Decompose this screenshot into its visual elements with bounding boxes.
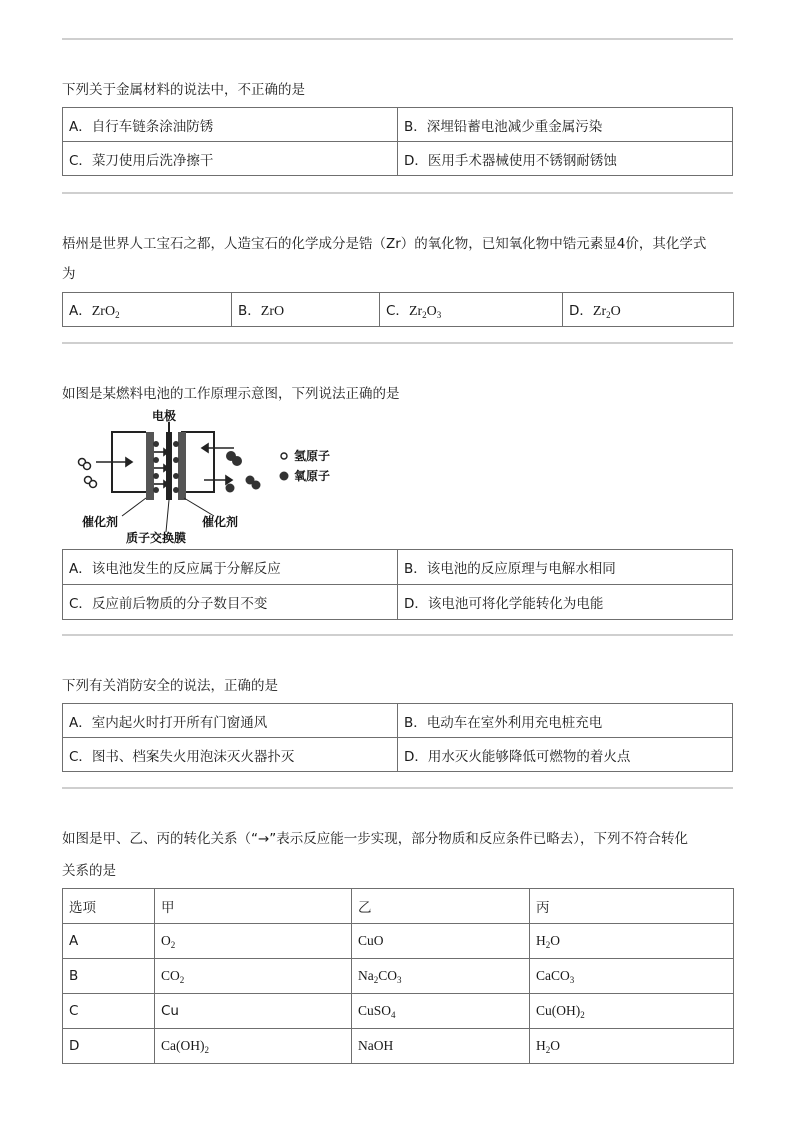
separator-2 (62, 192, 733, 194)
label-catalyst-left: 催化剂 (82, 515, 119, 529)
q2-stem: 梧州是世界人工宝石之都，人造宝石的化学成分是锆（Zr）的氧化物，已知氧化物中锆元素显4价，其化学式 为 (62, 236, 707, 282)
label-catalyst-right: 催化剂 (202, 515, 239, 529)
q4-stem: 下列有关消防安全的说法，正确的是 (62, 678, 278, 694)
q2-options-table (62, 292, 734, 327)
cell-bing: $Cu(OH)_2$ (530, 994, 734, 1029)
table-row[interactable] (63, 1029, 734, 1064)
label-electrode: 电极 (152, 409, 177, 423)
separator-5 (62, 787, 733, 789)
legend-hydrogen: 氢原子 (294, 449, 331, 463)
q4-option-c[interactable]: C．图书、档案失火用泡沫灭火器扑灭 (63, 738, 398, 772)
q4-option-b[interactable]: B．电动车在室外利用充电桩充电 (398, 704, 733, 738)
header-cell: 丙 (530, 889, 734, 924)
q3-option-b[interactable]: B．该电池的反应原理与电解水相同 (398, 550, 733, 585)
cell-yi: $Na_2CO_3$ (352, 959, 530, 994)
cell-yi: CuSO$_4$ (352, 994, 530, 1029)
q5-stem: 如图是甲、乙、丙的转化关系（“→”表示反应能一步实现，部分物质和反应条件已略去），下列不符合转化 关系的是 (62, 831, 689, 879)
q2-option-d[interactable]: D．$Zr_2O$ (563, 293, 734, 327)
q2-option-b[interactable]: B．ZrO (232, 293, 380, 327)
q3-option-c[interactable]: C．反应前后物质的分子数目不变 (63, 585, 398, 620)
label-membrane: 质子交换膜 (126, 531, 187, 544)
fuel-cell-diagram (66, 408, 366, 544)
table-row[interactable] (63, 994, 734, 1029)
q3-option-d[interactable]: D．该电池可将化学能转化为电能 (398, 585, 733, 620)
q1-option-c[interactable]: C．菜刀使用后洗净擦干 (63, 142, 398, 176)
q1-option-d[interactable]: D．医用手术器械使用不锈钢耐锈蚀 (398, 142, 733, 176)
cell-jia: $O_2$ (155, 924, 352, 959)
legend-oxygen: 氧原子 (294, 469, 331, 483)
header-cell: 乙 (352, 889, 530, 924)
row-option-a: A (63, 924, 155, 959)
q1-stem: 下列关于金属材料的说法中，不正确的是 (62, 82, 305, 98)
q3-stem: 如图是某燃料电池的工作原理示意图，下列说法正确的是 (62, 386, 400, 402)
cell-bing: $H_2O$ (530, 1029, 734, 1064)
q2-option-c[interactable]: C．$Zr_2O_3$ (380, 293, 563, 327)
cell-yi: CuO (352, 924, 530, 959)
cell-yi: NaOH (352, 1029, 530, 1064)
cell-jia: $CO_2$ (155, 959, 352, 994)
header-cell: 选项 (63, 889, 155, 924)
q1-option-b[interactable]: B．深埋铅蓄电池减少重金属污染 (398, 108, 733, 142)
cell-bing: CaCO$_3$ (530, 959, 734, 994)
q4-options-table (62, 703, 733, 772)
separator-3 (62, 342, 733, 344)
q2-option-a[interactable]: A．ZrO$_2$ (63, 293, 232, 327)
q1-options-table (62, 107, 733, 176)
q1-option-a[interactable]: A．自行车链条涂油防锈 (63, 108, 398, 142)
table-header-row (63, 889, 734, 924)
row-option-b: B (63, 959, 155, 994)
cell-bing: $H_2O$ (530, 924, 734, 959)
q3-option-a[interactable]: A．该电池发生的反应属于分解反应 (63, 550, 398, 585)
table-row[interactable] (63, 924, 734, 959)
cell-jia: $Ca(OH)_2$ (155, 1029, 352, 1064)
q4-option-a[interactable]: A．室内起火时打开所有门窗通风 (63, 704, 398, 738)
q5-table (62, 888, 734, 1064)
q4-option-d[interactable]: D．用水灭火能够降低可燃物的着火点 (398, 738, 733, 772)
row-option-c: C (63, 994, 155, 1029)
separator-4 (62, 634, 733, 636)
separator-1 (62, 38, 733, 40)
header-cell: 甲 (155, 889, 352, 924)
table-row[interactable] (63, 959, 734, 994)
row-option-d: D (63, 1029, 155, 1064)
cell-jia: Cu (155, 994, 352, 1029)
q3-options-table (62, 549, 733, 620)
